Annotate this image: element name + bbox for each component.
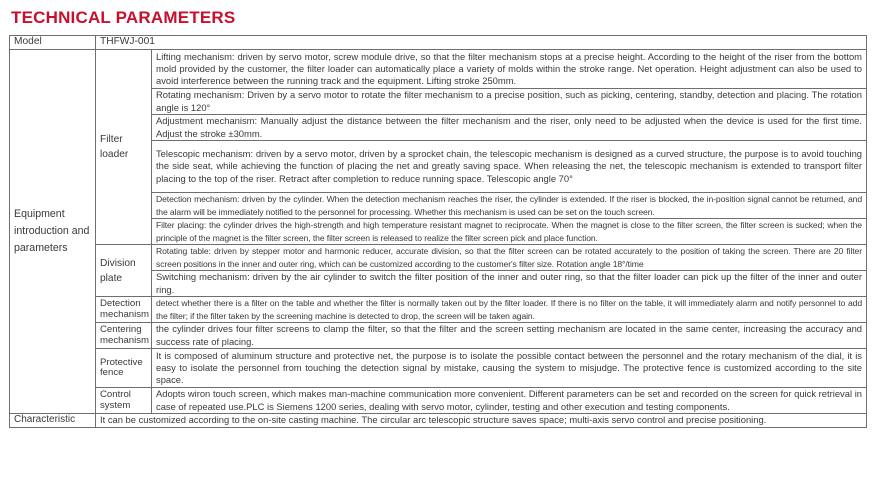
technical-parameters-table <box>9 35 867 428</box>
centering-label: Centering mechanism <box>96 323 152 349</box>
protective-fence-text: It is composed of aluminum structure and protective net, the purpose is to isolate the possible contact between the personnel and the rotary mechanism of the dial, it is easy to isolate the personnel from touching the detection signal by mistake, causing the system to misjudge. The protective fence is customized according to the site space. <box>152 349 867 388</box>
table-row-characteristic <box>10 414 867 428</box>
rotating-table-text: Rotating table: driven by stepper motor and harmonic reducer, accurate division, so that the filter screen can be rotated accurately to the position of taking the screen. There are 20 filter screen positions in the inner and outer ring, which can be customized according to the customer's filter size. Rotation angle 18°/time <box>152 245 867 271</box>
adjustment-mechanism-text: Adjustment mechanism: Manually adjust the distance between the filter mechanism and the riser, only need to be adjusted when the device is used for the first time. Adjust the stroke ±30mm. <box>152 115 867 141</box>
telescopic-mechanism-text: Telescopic mechanism: driven by a servo motor, driven by a sprocket chain, the telescopic mechanism is designed as a curved structure, the purpose is to avoid touching the side seat, while achieving the function of placing the net and greatly saving space. When releasing the net, the telescopic mechanism is extended to transport filter placing to the top of the riser. Retract after completion to reduce running space. Telescopic angle 70° <box>152 141 867 193</box>
table-row <box>10 297 867 323</box>
characteristic-text: It can be customized according to the on-site casting machine. The circular arc telescopic structure saves space; multi-axis servo control and precise positioning. <box>96 414 867 428</box>
table-row-model <box>10 36 867 50</box>
table-row <box>10 50 867 89</box>
characteristic-label: Characteristic <box>10 414 96 428</box>
table-row <box>10 349 867 388</box>
model-label: Model <box>10 36 96 50</box>
detection-text: detect whether there is a filter on the table and whether the filter is normally taken out by the filter loader. If there is no filter on the table, it will immediately alarm and notify personnel to add the filter; if the filter taken by the screening machine is detected to drop, the screen will be taken again. <box>152 297 867 323</box>
lifting-mechanism-text: Lifting mechanism: driven by servo motor, screw module drive, so that the filter mechanism stops at a precise height. According to the height of the riser from the bottom mold provided by the customer, the filter loader can automatically place a variety of molds within the stroke range. Net operation. Height adjustment can also be used to avoid interference between the running track and the equipment. Lifting stroke 250mm. <box>152 50 867 89</box>
filter-placing-text: Filter placing: the cylinder drives the high-strength and high temperature resistant magnet to reciprocate. When the magnet is close to the filter screen, the filter screen is sucked; when the principle of the magnet is the filter screen, the filter screen is released to realize the filter screen pick and place function. <box>152 219 867 245</box>
table-row <box>10 245 867 271</box>
detection-label: Detection mechanism <box>96 297 152 323</box>
control-system-label: Control system <box>96 388 152 414</box>
switching-mechanism-text: Switching mechanism: driven by the air cylinder to switch the filter position of the inner and outer ring, so that the filter loader can pick up the filter of the inner and outer ring. <box>152 271 867 297</box>
detection-mechanism-loader-text: Detection mechanism: driven by the cylinder. When the detection mechanism reaches the riser, the cylinder is extended. If the riser is blocked, the in-position signal cannot be returned, and the alarm will be immediately notified to the personnel for processing. Whether this mechanism is used can be set on the touch screen. <box>152 193 867 219</box>
control-system-text: Adopts wiron touch screen, which makes man-machine communication more convenient. Different parameters can be set and recorded on the screen for quick retrieval in case of repeated use.PLC is Siemens 1200 series, dealing with servo motor, cylinder, testing and other execution and testing components. <box>152 388 867 414</box>
filter-loader-label: Filter loader <box>96 50 152 245</box>
table-row <box>10 388 867 414</box>
protective-fence-label: Protective fence <box>96 349 152 388</box>
table-row <box>10 323 867 349</box>
page-title: TECHNICAL PARAMETERS <box>11 8 236 27</box>
equipment-group-label: Equipment introduction and parameters <box>10 50 96 414</box>
centering-text: the cylinder drives four filter screens to clamp the filter, so that the filter and the screen setting mechanism are located in the same center, increasing the accuracy and success rate of placing. <box>152 323 867 349</box>
rotating-mechanism-text: Rotating mechanism: Driven by a servo motor to rotate the filter mechanism to a precise position, such as picking, centering, standby, detection and placing. The rotation angle is 120° <box>152 89 867 115</box>
model-value: THFWJ-001 <box>96 36 867 50</box>
division-plate-label: Division plate <box>96 245 152 297</box>
